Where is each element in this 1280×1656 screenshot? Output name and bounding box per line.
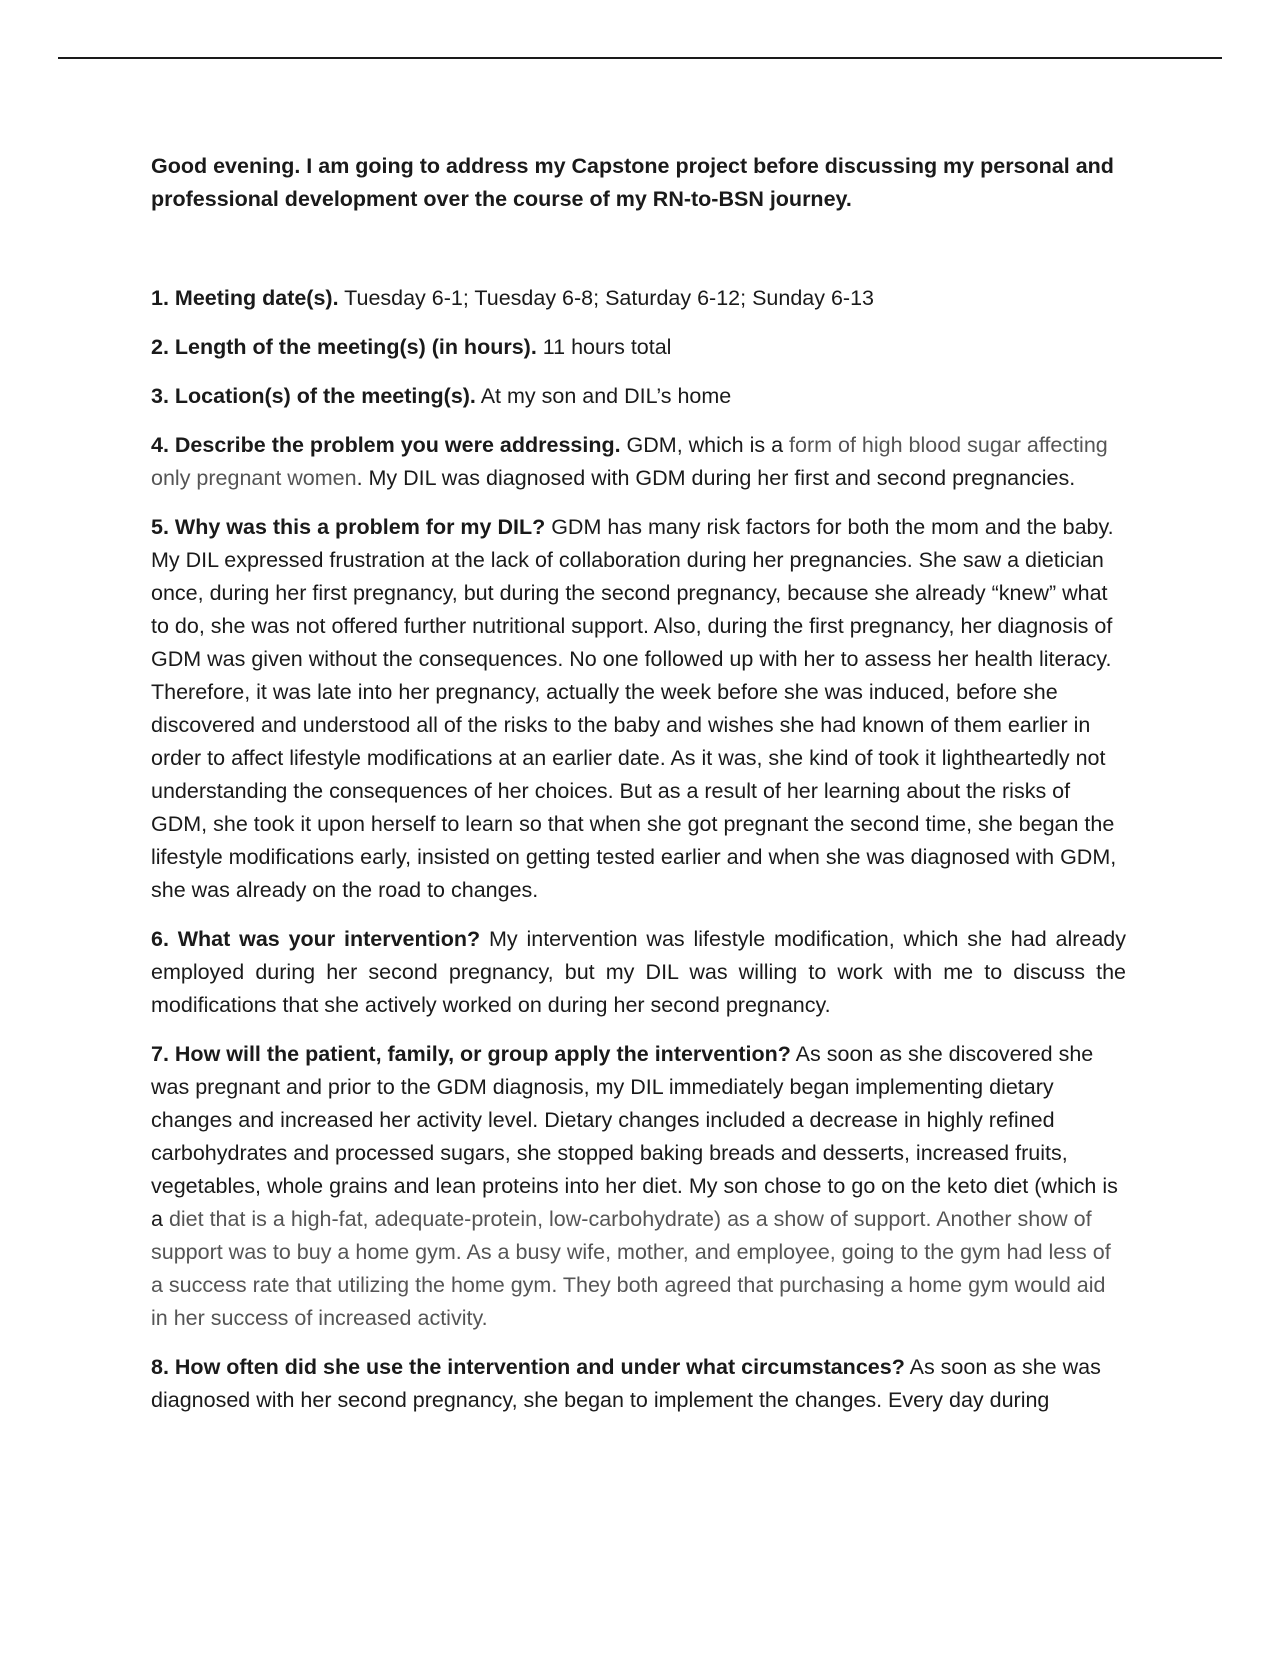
intro-paragraph: Good evening. I am going to address my Capstone project before discussing my personal and professional development over the course of my RN-to-BSN journey. (151, 154, 1114, 211)
question-label: 6. What was your intervention? (151, 927, 481, 951)
question-label: 8. How often did she use the intervention and under what circumstances? (151, 1355, 905, 1379)
question-label: 1. Meeting date(s). (151, 286, 339, 310)
question-label: 4. Describe the problem you were addressing. (151, 433, 621, 457)
answer-text: GDM, which is a (620, 433, 790, 457)
item-apply-intervention (151, 1038, 1126, 1335)
item-meeting-location (151, 380, 1126, 413)
item-meeting-length (151, 331, 1126, 364)
item-why-problem (151, 511, 1126, 907)
answer-quoted-text: form of high blood sugar affecting only pregnant women (151, 433, 1108, 490)
answer-text: As soon as she discovered she was pregnant and prior to the GDM diagnosis, my DIL immediately began implementing dietary changes and increased her activity level. Dietary changes included a decrease in highly refined carbohydrates and processed sugars, she stopped baking breads and desserts, increased fruits, vegetables, whole grains and lean proteins into her diet. My son chose to go on the keto diet (which is a (151, 1042, 1118, 1231)
answer-text: GDM has many risk factors for both the mom and the baby. My DIL expressed frustration at the lack of collaboration during her pregnancies. She saw a dietician once, during her first pregnancy, but during the second pregnancy, because she already “knew” what to do, she was not offered further nutritional support. Also, during the first pregnancy, her diagnosis of GDM was given without the consequences. No one followed up with her to assess her health literacy. Therefore, it was late into her pregnancy, actually the week before she was induced, before she discovered and understood all of the risks to the baby and wishes she had known of them earlier in order to affect lifestyle modifications at an earlier date. As it was, she kind of took it lightheartedly not understanding the consequences of her choices. But as a result of her learning about the risks of GDM, she took it upon herself to learn so that when she got pregnant the second time, she began the lifestyle modifications early, insisted on getting tested earlier and when she was diagnosed with GDM, she was already on the road to changes. (151, 515, 1117, 902)
header-rule (58, 57, 1222, 59)
question-label: 7. How will the patient, family, or group apply the intervention? (151, 1042, 791, 1066)
question-label: 2. Length of the meeting(s) (in hours). (151, 335, 537, 359)
answer-text: Tuesday 6-1; Tuesday 6-8; Saturday 6-12; Sunday 6-13 (338, 286, 875, 310)
item-frequency (151, 1351, 1126, 1417)
answer-quoted-text: diet that is a high-fat, adequate-protein, low-carbohydrate) as a show of support. Another show of support was to buy a home gym. As a busy wife, mother, and employee, going to the gym had less of a success rate that utilizing the home gym. They both agreed that purchasing a home gym would aid in her success of increased activity. (151, 1207, 1111, 1330)
answer-text: . My DIL was diagnosed with GDM during her first and second pregnancies. (356, 466, 1076, 490)
answer-text: My intervention was lifestyle modification, which she had already employed during her second pregnancy, but my DIL was willing to work with me to discuss the modifications that she actively worked on during her second pregnancy. (151, 927, 1126, 1017)
document-body (151, 150, 1126, 1433)
item-intervention (151, 923, 1126, 1022)
answer-text: At my son and DIL’s home (475, 384, 732, 408)
item-problem (151, 429, 1126, 495)
question-label: 3. Location(s) of the meeting(s). (151, 384, 476, 408)
question-label: 5. Why was this a problem for my DIL? (151, 515, 546, 539)
item-meeting-dates (151, 282, 1126, 315)
answer-text: As soon as she was diagnosed with her second pregnancy, she began to implement the changes. Every day during (151, 1355, 1101, 1412)
answer-text: 11 hours total (536, 335, 672, 359)
